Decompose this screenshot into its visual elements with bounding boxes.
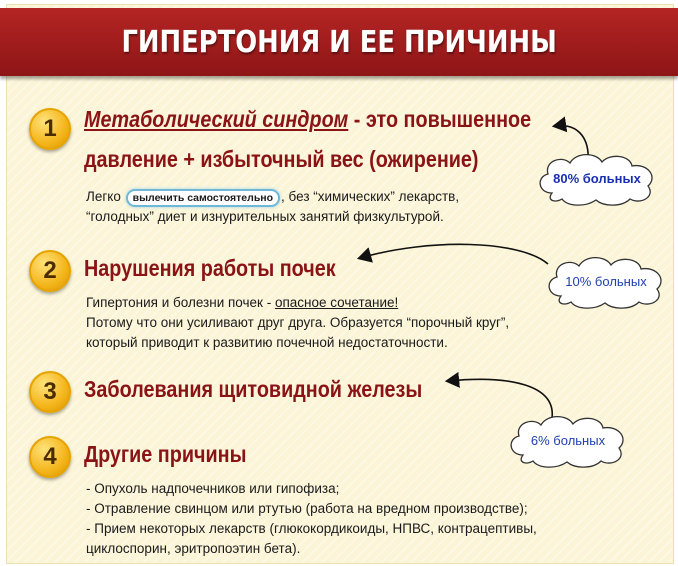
callout-label: 10% больных	[565, 273, 647, 289]
cause-2-heading: Нарушения работы почек	[84, 255, 336, 281]
cause-2-number: 2	[29, 250, 71, 292]
page-title: ГИПЕРТОНИЯ И ЕЕ ПРИЧИНЫ	[121, 24, 557, 60]
callout-cloud-6	[503, 411, 633, 469]
list-item: - Прием некоторых лекарств (глюкокордикоиды, НПВС, контрацептивы,	[86, 521, 537, 536]
cause-3-heading: Заболевания щитовидной железы	[84, 376, 423, 402]
arrow-to-cause-2	[360, 244, 548, 264]
cause-1-text-line2: “голодных” диет и изнурительных занятий физкультурой.	[86, 209, 444, 224]
cause-2-text-line3: который приводит к развитию почечной недостаточности.	[86, 335, 448, 350]
list-item: - Опухоль надпочечников или гипофиза;	[86, 481, 340, 496]
cause-2-text-before: Гипертония и болезни почек -	[86, 295, 275, 310]
cause-4-number: 4	[29, 436, 71, 478]
cause-4-heading: Другие причины	[84, 441, 247, 467]
cause-1-heading-rest: - это повышенное	[348, 106, 532, 132]
cause-1-number: 1	[29, 108, 71, 150]
callout-cloud-80	[532, 149, 662, 207]
dangerous-combination-text: опасное сочетание!	[274, 295, 399, 310]
cause-1-heading-line2: давление + избыточный вес (ожирение)	[84, 146, 479, 172]
callout-label: 80% больных	[553, 170, 641, 186]
metabolic-syndrome-link[interactable]: Метаболический синдром	[84, 106, 349, 132]
cause-2-text-line2: Потому что они усиливают друг друга. Образуется “порочный круг”,	[86, 315, 510, 330]
list-item: циклоспорин, эритропоэтин бета).	[86, 541, 301, 556]
cause-1-text-after-pill: , без “химических” лекарств,	[281, 189, 460, 204]
callout-label: 6% больных	[530, 432, 606, 448]
cure-yourself-button[interactable]: вылечить самостоятельно	[126, 189, 280, 207]
callout-cloud-10	[541, 252, 671, 310]
cause-1-text-before-pill: Легко	[86, 189, 125, 204]
cause-3-number: 3	[29, 371, 71, 413]
list-item: - Отравление свинцом или ртутью (работа на вредном производстве);	[86, 501, 528, 516]
